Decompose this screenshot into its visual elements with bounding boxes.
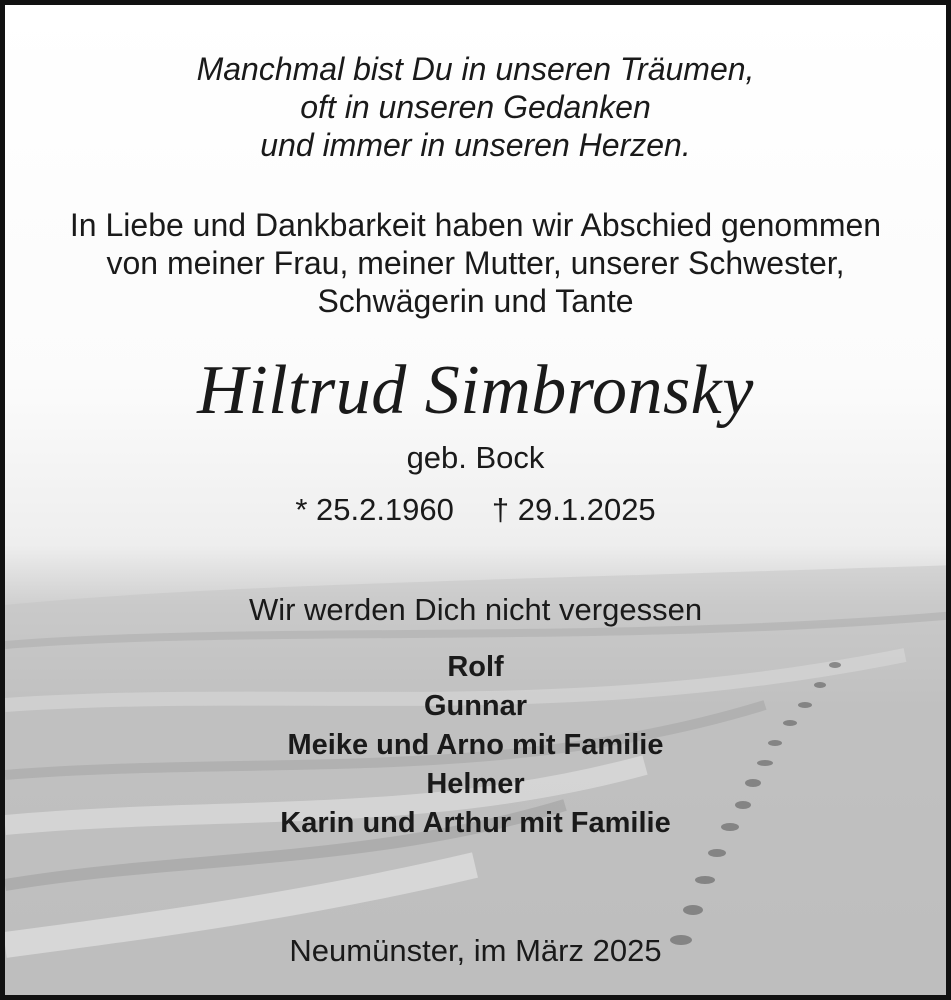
closing-line: Wir werden Dich nicht vergessen: [248, 592, 703, 627]
mourner-name: Meike und Arno mit Familie: [287, 729, 664, 761]
mourner-name: Gunnar: [423, 690, 528, 722]
mourner-name: Karin und Arthur mit Familie: [280, 807, 671, 839]
intro-line-3: Schwägerin und Tante: [317, 283, 634, 319]
verse-line-2: oft in unseren Gedanken: [300, 89, 651, 125]
intro-line-1: In Liebe und Dankbarkeit haben wir Abschied genommen: [69, 207, 882, 243]
verse-line-3: und immer in unseren Herzen.: [260, 127, 691, 163]
verse-line-1: Manchmal bist Du in unseren Träumen,: [196, 51, 755, 87]
death-date: † 29.1.2025: [491, 492, 656, 527]
deceased-name: Hiltrud Simbronsky: [197, 352, 754, 429]
mourner-name: Helmer: [426, 768, 525, 800]
maiden-name: geb. Bock: [406, 440, 545, 475]
intro-line-2: von meiner Frau, meiner Mutter, unserer Schwester,: [106, 245, 845, 281]
place-and-date: Neumünster, im März 2025: [289, 933, 662, 968]
birth-date: * 25.2.1960: [295, 492, 454, 527]
mourner-name: Rolf: [447, 651, 504, 683]
life-dates: [5, 492, 946, 528]
